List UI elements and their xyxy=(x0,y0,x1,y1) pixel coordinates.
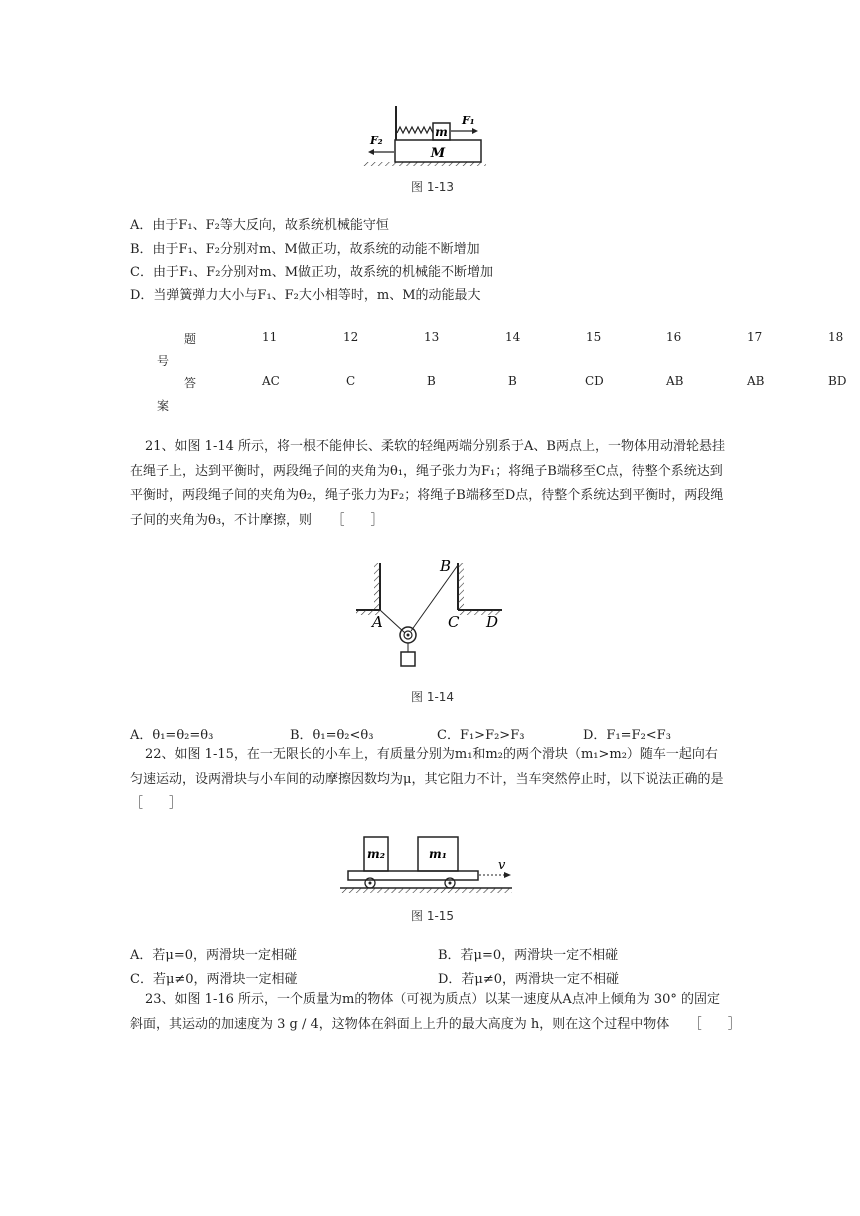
q22-option-d: D．若μ≠0，两滑块一定不相碰 xyxy=(438,972,620,987)
table-answer: AB xyxy=(747,374,765,388)
q20-option-d: D．当弹簧弹力大小与F₁、F₂大小相等时，m、M的动能最大 xyxy=(130,288,481,303)
label-m1: m₁ xyxy=(429,847,447,861)
table-head-question-a: 题 xyxy=(184,332,197,346)
table-head-answer-b: 案 xyxy=(157,399,170,413)
table-number: 13 xyxy=(424,330,440,344)
figure-1-13-caption: 图 1-13 xyxy=(411,180,455,194)
label-C: C xyxy=(448,613,460,631)
label-B: B xyxy=(440,557,452,575)
q22-option-c: C．若μ≠0，两滑块一定相碰 xyxy=(130,972,298,987)
figure-1-13 xyxy=(362,104,486,166)
q22-stem xyxy=(130,743,750,817)
label-F1: F₁ xyxy=(462,114,475,127)
q21-line: 子间的夹角为θ₃，不计摩擦，则 ［ ］ xyxy=(130,512,384,528)
q20-option-b: B．由于F₁、F₂分别对m、M做正功，故系统的动能不断增加 xyxy=(130,242,480,257)
table-number: 16 xyxy=(666,330,682,344)
q23-stem xyxy=(130,988,750,1037)
q20-option-a: A．由于F₁、F₂等大反向，故系统机械能守恒 xyxy=(130,218,389,233)
label-M: M xyxy=(430,146,446,161)
table-answer: B xyxy=(508,374,517,388)
spring xyxy=(397,127,433,133)
table-number: 11 xyxy=(262,330,278,344)
label-m2: m₂ xyxy=(367,847,385,861)
q23-line: 斜面，其运动的加速度为 3 g / 4，这物体在斜面上上升的最大高度为 h，则在这个过程中物体 ［ ］ xyxy=(130,1016,741,1032)
q21-option-a: A．θ₁=θ₂=θ₃ xyxy=(130,728,214,743)
table-answer: B xyxy=(427,374,436,388)
table-head-answer-a: 答 xyxy=(184,376,197,390)
hanging-block xyxy=(401,652,415,666)
figure-1-14-caption: 图 1-14 xyxy=(411,690,455,704)
q22-line: ［ ］ xyxy=(130,796,183,811)
table-number: 14 xyxy=(505,330,521,344)
label-v: v xyxy=(498,858,506,873)
label-A: A xyxy=(372,613,383,631)
q21-stem xyxy=(130,435,750,533)
q20-option-c: C．由于F₁、F₂分别对m、M做正功，故系统的机械能不断增加 xyxy=(130,265,494,280)
q21-option-d: D．F₁=F₂<F₃ xyxy=(583,728,671,743)
q22-line: 22、如图 1-15，在一无限长的小车上，有质量分别为m₁和m₂的两个滑块（m₁>m₂）随车一起向右 xyxy=(145,747,718,762)
table-head-question-b: 号 xyxy=(157,354,170,368)
table-answer: AC xyxy=(262,374,280,388)
q21-line: 21、如图 1-14 所示，将一根不能伸长、柔软的轻绳两端分别系于A、B两点上，一物体用动滑轮悬挂 xyxy=(145,439,725,454)
table-number: 15 xyxy=(586,330,602,344)
table-number: 18 xyxy=(828,330,844,344)
figure-1-14 xyxy=(350,555,510,675)
q21-line: 平衡时，两段绳子间的夹角为θ₂，绳子张力为F₂；将绳子B端移至D点，待整个系统达到平衡时，两段绳 xyxy=(130,488,724,503)
q22-option-a: A．若μ=0，两滑块一定相碰 xyxy=(130,948,298,963)
q21-option-b: B．θ₁=θ₂<θ₃ xyxy=(290,728,374,743)
q23-line: 23、如图 1-16 所示，一个质量为m的物体（可视为质点）以某一速度从A点冲上倾角为 30° 的固定 xyxy=(145,992,721,1007)
table-answer: CD xyxy=(585,374,604,388)
table-number: 17 xyxy=(747,330,763,344)
figure-1-15 xyxy=(336,835,516,897)
table-answer: C xyxy=(346,374,356,388)
q21-option-c: C．F₁>F₂>F₃ xyxy=(437,728,525,743)
label-D: D xyxy=(486,613,499,631)
q22-option-b: B．若μ=0，两滑块一定不相碰 xyxy=(438,948,619,963)
table-answer: BD xyxy=(828,374,847,388)
label-F2: F₂ xyxy=(370,134,383,147)
q21-line: 在绳子上，达到平衡时，两段绳子间的夹角为θ₁，绳子张力为F₁；将绳子B端移至C点，待整个系统达到 xyxy=(130,463,723,479)
table-answer: AB xyxy=(666,374,684,388)
table-number: 12 xyxy=(343,330,359,344)
label-m: m xyxy=(435,125,448,139)
figure-1-15-caption: 图 1-15 xyxy=(411,909,455,923)
q22-line: 匀速运动，设两滑块与小车间的动摩擦因数均为μ，其它阻力不计，当车突然停止时，以下说法正确的是 xyxy=(130,771,724,787)
